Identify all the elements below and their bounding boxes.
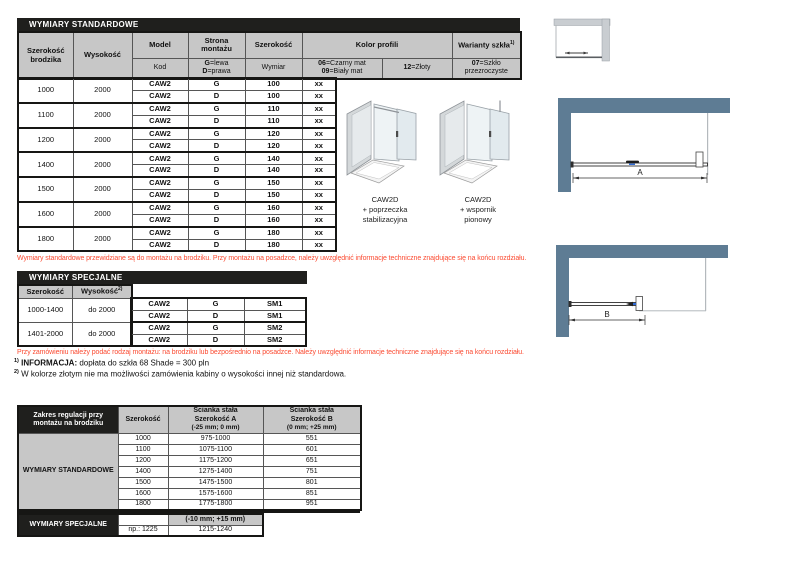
table-cell: CAW2	[132, 140, 188, 152]
table-cell: CAW2	[131, 334, 187, 346]
glass-line	[556, 57, 602, 59]
table-cell: 1600	[118, 488, 168, 499]
standard-row	[18, 177, 336, 189]
table-cell: 1575-1600	[168, 488, 263, 499]
caption-line: CAW2D	[371, 195, 399, 204]
diagram-vertical-support-caption	[436, 195, 520, 225]
color-09: 09=Biały mat	[321, 68, 363, 76]
fixed-glass	[374, 104, 399, 161]
table-cell: G	[188, 177, 245, 189]
table-cell: 1400	[18, 152, 73, 177]
plan-icon	[552, 16, 618, 66]
table-cell: CAW2	[132, 214, 188, 226]
table-cell: 140	[245, 152, 302, 164]
table-cell: xx	[302, 128, 336, 140]
table-cell: 1800	[118, 499, 168, 510]
diagram-crossbar	[343, 97, 427, 225]
special-col-height: Wysokość$^{2)}$	[72, 285, 132, 298]
table-cell: CAW2	[131, 298, 187, 310]
col-header-basin-width: Szerokość brodzika	[18, 32, 73, 79]
arrow-head-left	[569, 319, 575, 322]
arrow-head-right	[639, 319, 645, 322]
special-right-row	[131, 298, 306, 310]
table-cell: 1175-1200	[168, 455, 263, 466]
table-cell: G	[188, 78, 245, 90]
special-left-rows	[18, 298, 132, 346]
table-cell: 551	[263, 433, 361, 444]
subheader-side-codes	[188, 58, 245, 79]
special-table-right	[130, 297, 307, 347]
table-cell: xx	[302, 90, 336, 102]
caption-line: + poprzeczka	[362, 205, 408, 215]
table-cell: G	[188, 152, 245, 164]
footnote-1	[14, 358, 209, 368]
table-cell: 2000	[73, 152, 132, 177]
table-cell: 801	[263, 477, 361, 488]
col-header-model: Model	[132, 32, 188, 58]
special-right-row	[131, 310, 306, 322]
table-cell: 2000	[73, 202, 132, 227]
regulation-corner-title: Zakres regulacji przy montażu na brodziku	[18, 406, 118, 433]
footnote-1-text: dopłata do szkła 68 Shade = 300 pln	[79, 358, 210, 368]
handle-accent	[629, 164, 635, 165]
regulation-row	[18, 433, 361, 444]
table-cell: xx	[302, 190, 336, 202]
table-cell	[118, 514, 168, 525]
caption-line: CAW2D	[464, 195, 492, 204]
standard-mounting-note: Wymiary standardowe przewidziane są do montażu na brodziku. Przy montażu na posadzce, należy uwzględnić informacje techniczne znajdujące się na końcu rozdziału.	[17, 255, 527, 262]
col-header-profile-color: Kolor profili	[302, 32, 452, 58]
wall-left	[556, 245, 569, 337]
table-cell: 150	[245, 190, 302, 202]
table-cell: xx	[302, 227, 336, 239]
table-cell: 2000	[73, 177, 132, 202]
fixed-wall-edge	[705, 258, 706, 311]
table-cell: 1500	[118, 477, 168, 488]
table-cell: D	[188, 140, 245, 152]
special-right-row	[131, 322, 306, 334]
support-profile	[636, 297, 643, 311]
wall-right	[602, 19, 610, 61]
table-cell: 100	[245, 78, 302, 90]
table-cell: 2000	[73, 227, 132, 252]
regulation-table	[17, 405, 362, 511]
standard-row	[18, 128, 336, 140]
fixed-wall-bottom	[639, 310, 706, 311]
standard-row	[18, 103, 336, 115]
table-cell: 1775-1800	[168, 499, 263, 510]
table-cell: D	[188, 190, 245, 202]
table-cell: 1100	[18, 103, 73, 128]
table-cell: D	[187, 310, 244, 322]
table-cell: xx	[302, 115, 336, 127]
table-cell: xx	[302, 140, 336, 152]
caption-line: + wspornik	[459, 205, 497, 215]
special-order-note: Przy zamówieniu należy podać rodzaj montażu: na brodziku lub bezpośrednio na posadzce. Należy uwzględnić informacje techniczne znajdujące się na końcu rozdziału.	[17, 349, 524, 356]
fixed-wall-edge	[556, 26, 557, 58]
caption-line: stabilizacyjna	[362, 215, 408, 225]
side-left: G=lewa	[204, 60, 229, 68]
table-cell: (-10 mm; +15 mm)	[168, 514, 263, 525]
arrow-head-right	[701, 177, 707, 180]
table-cell: 601	[263, 444, 361, 455]
door-glass	[490, 109, 509, 160]
table-cell: np.: 1225	[118, 525, 168, 536]
wall-top	[554, 19, 610, 26]
table-cell: CAW2	[132, 78, 188, 90]
table-cell: xx	[302, 202, 336, 214]
table-cell: G	[187, 322, 244, 334]
side-right: D=prawa	[202, 68, 231, 76]
special-right-rows	[131, 298, 306, 346]
table-cell: D	[188, 214, 245, 226]
table-cell: G	[188, 128, 245, 140]
table-cell: 2000	[73, 128, 132, 153]
table-cell: D	[188, 239, 245, 251]
dimension-label-b: B	[604, 310, 610, 319]
standard-table-body	[17, 77, 337, 252]
regulation-col-a: Ścianka stała Szerokość A (-25 mm; 0 mm)	[168, 406, 263, 433]
door-glass	[397, 109, 416, 160]
glass-variants-label: Warianty szkła	[458, 40, 510, 50]
special-left-row	[18, 322, 132, 346]
table-cell: 1000	[18, 78, 73, 103]
table-cell: CAW2	[132, 239, 188, 251]
wall-left	[558, 98, 571, 192]
table-cell: CAW2	[132, 115, 188, 127]
table-cell: D	[188, 115, 245, 127]
regulation-special-row	[18, 514, 263, 525]
table-cell: CAW2	[132, 202, 188, 214]
table-cell: 160	[245, 214, 302, 226]
door-handle	[396, 131, 398, 137]
footnote-2-text: W kolorze złotym nie ma możliwości zamówienia kabiny o wysokości innej niż standardowa.	[21, 369, 347, 379]
table-cell: 2000	[73, 78, 132, 103]
table-cell: WYMIARY SPECJALNE	[18, 514, 118, 536]
col-header-glass-variants	[452, 32, 521, 58]
table-cell: 120	[245, 128, 302, 140]
table-cell: 1475-1500	[168, 477, 263, 488]
table-cell: 1800	[18, 227, 73, 252]
table-cell: 1215-1240	[168, 525, 263, 536]
table-cell: 160	[245, 202, 302, 214]
table-cell: SM2	[244, 334, 306, 346]
table-cell: do 2000	[72, 322, 132, 346]
table-cell: xx	[302, 78, 336, 90]
table-cell: 1600	[18, 202, 73, 227]
support-profile	[696, 152, 703, 167]
wall-top	[556, 245, 728, 258]
table-cell: 975-1000	[168, 433, 263, 444]
table-cell: G	[187, 298, 244, 310]
caption-line: pionowy	[464, 215, 492, 225]
dimension-label-a: A	[637, 168, 643, 177]
standard-row	[18, 78, 336, 90]
table-cell: SM1	[244, 298, 306, 310]
subheader-glass-07: 07=Szkło przezroczyste	[452, 58, 521, 79]
table-cell: 1400	[118, 466, 168, 477]
table-cell: xx	[302, 239, 336, 251]
table-cell: 851	[263, 488, 361, 499]
color-06: 06=Czarny mat	[318, 60, 366, 68]
special-table-left	[17, 284, 133, 347]
special-right-row	[131, 334, 306, 346]
diagram-vertical-support	[436, 97, 520, 225]
table-cell: 140	[245, 165, 302, 177]
shower-illustration-vertical-support	[436, 97, 520, 187]
col-header-mount-side: Strona montażu	[188, 32, 245, 58]
table-cell: 1000-1400	[18, 298, 72, 322]
special-col-width: Szerokość	[18, 285, 72, 298]
table-cell: 1275-1400	[168, 466, 263, 477]
subheader-color-06-09	[302, 58, 382, 79]
regulation-col-width: Szerokość	[118, 406, 168, 433]
regulation-special-table	[17, 513, 264, 537]
regulation-col-b: Ścianka stała Szerokość B (0 mm; +25 mm)	[263, 406, 361, 433]
standard-row	[18, 202, 336, 214]
handle-accent	[633, 303, 636, 305]
table-cell: 150	[245, 177, 302, 189]
standard-table-title-bar: WYMIARY STANDARDOWE	[17, 18, 520, 31]
wall-profile-left	[569, 301, 572, 307]
footnote-2-mark: 2)	[14, 369, 19, 375]
door-handle	[489, 131, 491, 137]
footnote-1-mark: 1)	[14, 358, 19, 364]
special-table-title-bar: WYMIARY SPECJALNE	[17, 271, 307, 284]
table-cell: xx	[302, 103, 336, 115]
regulation-special-rows	[18, 514, 263, 536]
fixed-glass	[467, 104, 492, 161]
table-cell: CAW2	[131, 310, 187, 322]
subheader-color-12: 12=Złoty	[382, 58, 452, 79]
table-cell: xx	[302, 214, 336, 226]
subheader-code: Kod	[132, 58, 188, 79]
regulation-standard-rows	[18, 433, 361, 510]
standard-table-header	[17, 31, 522, 80]
door-handle	[626, 161, 639, 163]
shower-illustration-crossbar	[343, 97, 427, 187]
table-cell: CAW2	[132, 177, 188, 189]
table-cell: 1500	[18, 177, 73, 202]
table-cell: 951	[263, 499, 361, 510]
diagram-crossbar-caption	[343, 195, 427, 225]
table-cell: 751	[263, 466, 361, 477]
table-cell: 2000	[73, 103, 132, 128]
table-cell: 651	[263, 455, 361, 466]
footnote-1-label: INFORMACJA:	[21, 358, 78, 368]
table-cell: 110	[245, 103, 302, 115]
table-cell: CAW2	[131, 322, 187, 334]
table-cell: D	[187, 334, 244, 346]
table-cell: G	[188, 202, 245, 214]
table-cell: xx	[302, 152, 336, 164]
table-cell: G	[188, 227, 245, 239]
table-cell: CAW2	[132, 190, 188, 202]
table-cell: 1100	[118, 444, 168, 455]
subheader-dimension: Wymiar	[245, 58, 302, 79]
table-cell: 1200	[18, 128, 73, 153]
table-cell: CAW2	[132, 227, 188, 239]
glass-panel	[572, 163, 708, 166]
standard-rows	[18, 78, 336, 251]
table-cell: CAW2	[132, 165, 188, 177]
table-cell: 1401-2000	[18, 322, 72, 346]
table-cell: 180	[245, 239, 302, 251]
table-cell: SM2	[244, 322, 306, 334]
table-cell: 100	[245, 90, 302, 102]
table-cell: CAW2	[132, 152, 188, 164]
special-left-row	[18, 298, 132, 322]
table-cell: WYMIARY STANDARDOWE	[18, 433, 118, 510]
col-header-width: Szerokość	[245, 32, 302, 58]
table-cell: do 2000	[72, 298, 132, 322]
wall-top	[558, 98, 730, 113]
standard-row	[18, 152, 336, 164]
arrow-head-right	[584, 52, 589, 55]
plan-drawing-b	[548, 240, 798, 340]
table-cell: 1000	[118, 433, 168, 444]
plan-drawing-a	[550, 90, 800, 195]
table-cell: 180	[245, 227, 302, 239]
table-cell: D	[188, 165, 245, 177]
table-cell: 120	[245, 140, 302, 152]
col-header-height: Wysokość	[73, 32, 132, 79]
wall-profile-left	[571, 162, 574, 168]
table-cell: G	[188, 103, 245, 115]
table-cell: SM1	[244, 310, 306, 322]
table-cell: 1075-1100	[168, 444, 263, 455]
table-cell: xx	[302, 177, 336, 189]
table-cell: CAW2	[132, 128, 188, 140]
table-cell: CAW2	[132, 103, 188, 115]
arrow-head-left	[565, 52, 570, 55]
table-cell: 1200	[118, 455, 168, 466]
arrow-head-left	[573, 177, 579, 180]
glass-variants-footnote-mark: 1)	[509, 39, 515, 46]
standard-row	[18, 227, 336, 239]
table-cell: CAW2	[132, 90, 188, 102]
footnote-2	[14, 369, 346, 379]
table-cell: xx	[302, 165, 336, 177]
table-cell: 110	[245, 115, 302, 127]
table-cell: D	[188, 90, 245, 102]
